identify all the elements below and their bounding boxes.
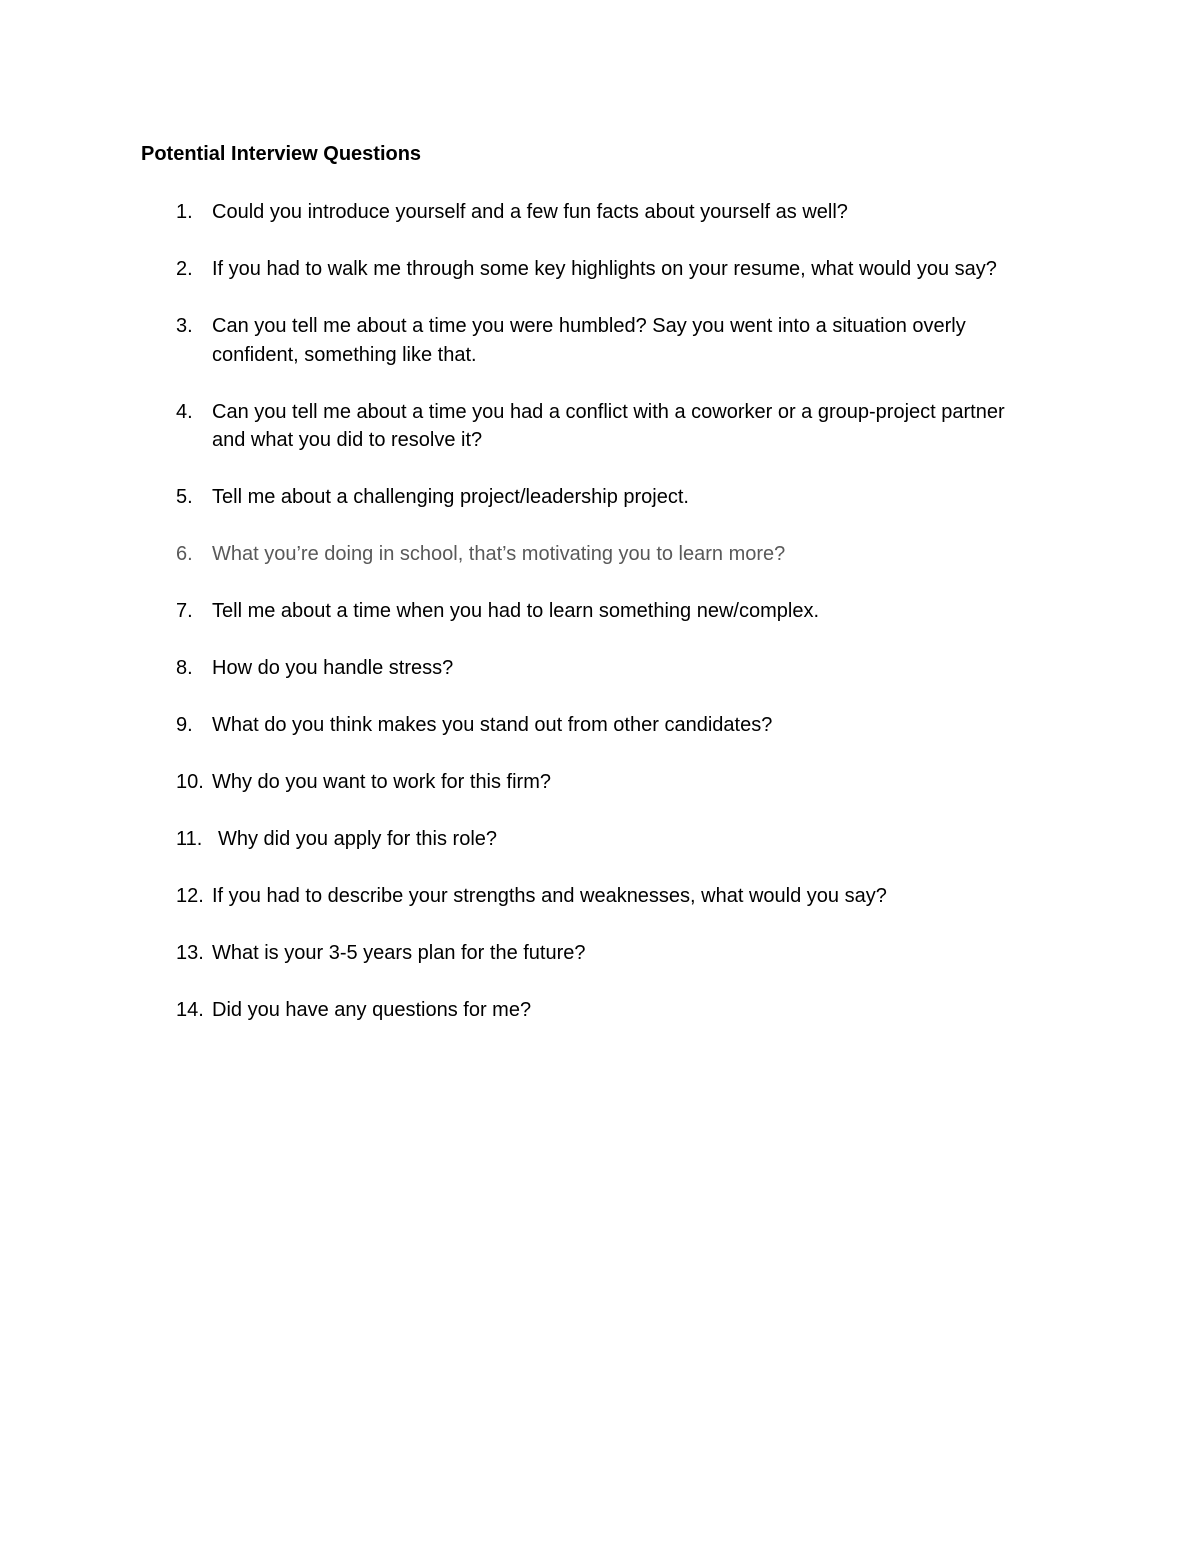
question-number: 8. [176,657,193,679]
question-number: 11. [176,828,203,850]
question-text: What you’re doing in school, that’s motivating you to learn more? [212,543,786,565]
question-number: 10. [176,771,204,793]
question-item [176,654,1076,683]
question-number: 1. [176,201,193,223]
question-text: Tell me about a time when you had to learn something new/complex. [212,600,820,622]
question-number: 4. [176,400,193,423]
question-text: Why did you apply for this role? [218,828,498,850]
question-text: What is your 3-5 years plan for the future? [212,942,586,964]
question-item [176,398,1076,455]
question-item [176,768,1076,797]
document-title: Potential Interview Questions [141,143,422,165]
question-item [176,597,1076,626]
question-item [176,711,1076,740]
question-text: What do you think makes you stand out from other candidates? [212,714,773,736]
question-number: 5. [176,486,193,508]
question-text: If you had to walk me through some key highlights on your resume, what would you say? [212,258,997,280]
question-number: 12. [176,885,204,907]
question-list [176,198,1076,1053]
question-item [176,483,1076,512]
question-text: Why do you want to work for this firm? [212,771,552,793]
question-text: Can you tell me about a time you were humbled? Say you went into a situation overly confident, something like that. [212,315,966,366]
question-text: Did you have any questions for me? [212,999,532,1021]
question-number: 6. [176,543,193,565]
question-item [176,825,1076,854]
question-number: 2. [176,258,193,280]
question-number: 9. [176,714,193,736]
question-text: Tell me about a challenging project/leadership project. [212,486,689,508]
question-item [176,939,1076,968]
question-item [176,996,1076,1025]
question-item [176,255,1076,284]
question-item [176,540,1076,569]
question-text: How do you handle stress? [212,657,454,679]
question-number: 3. [176,315,193,337]
question-number: 14. [176,999,204,1021]
question-text: Could you introduce yourself and a few fun facts about yourself as well? [212,201,848,223]
question-item [176,312,1076,369]
question-item [176,198,1076,227]
question-number: 13. [176,942,204,964]
question-text: Can you tell me about a time you had a conflict with a coworker or a group-project partner and what you did to resolve it? [212,400,1005,451]
question-item [176,882,1076,911]
question-text: If you had to describe your strengths and weaknesses, what would you say? [212,885,887,907]
question-number: 7. [176,600,193,622]
